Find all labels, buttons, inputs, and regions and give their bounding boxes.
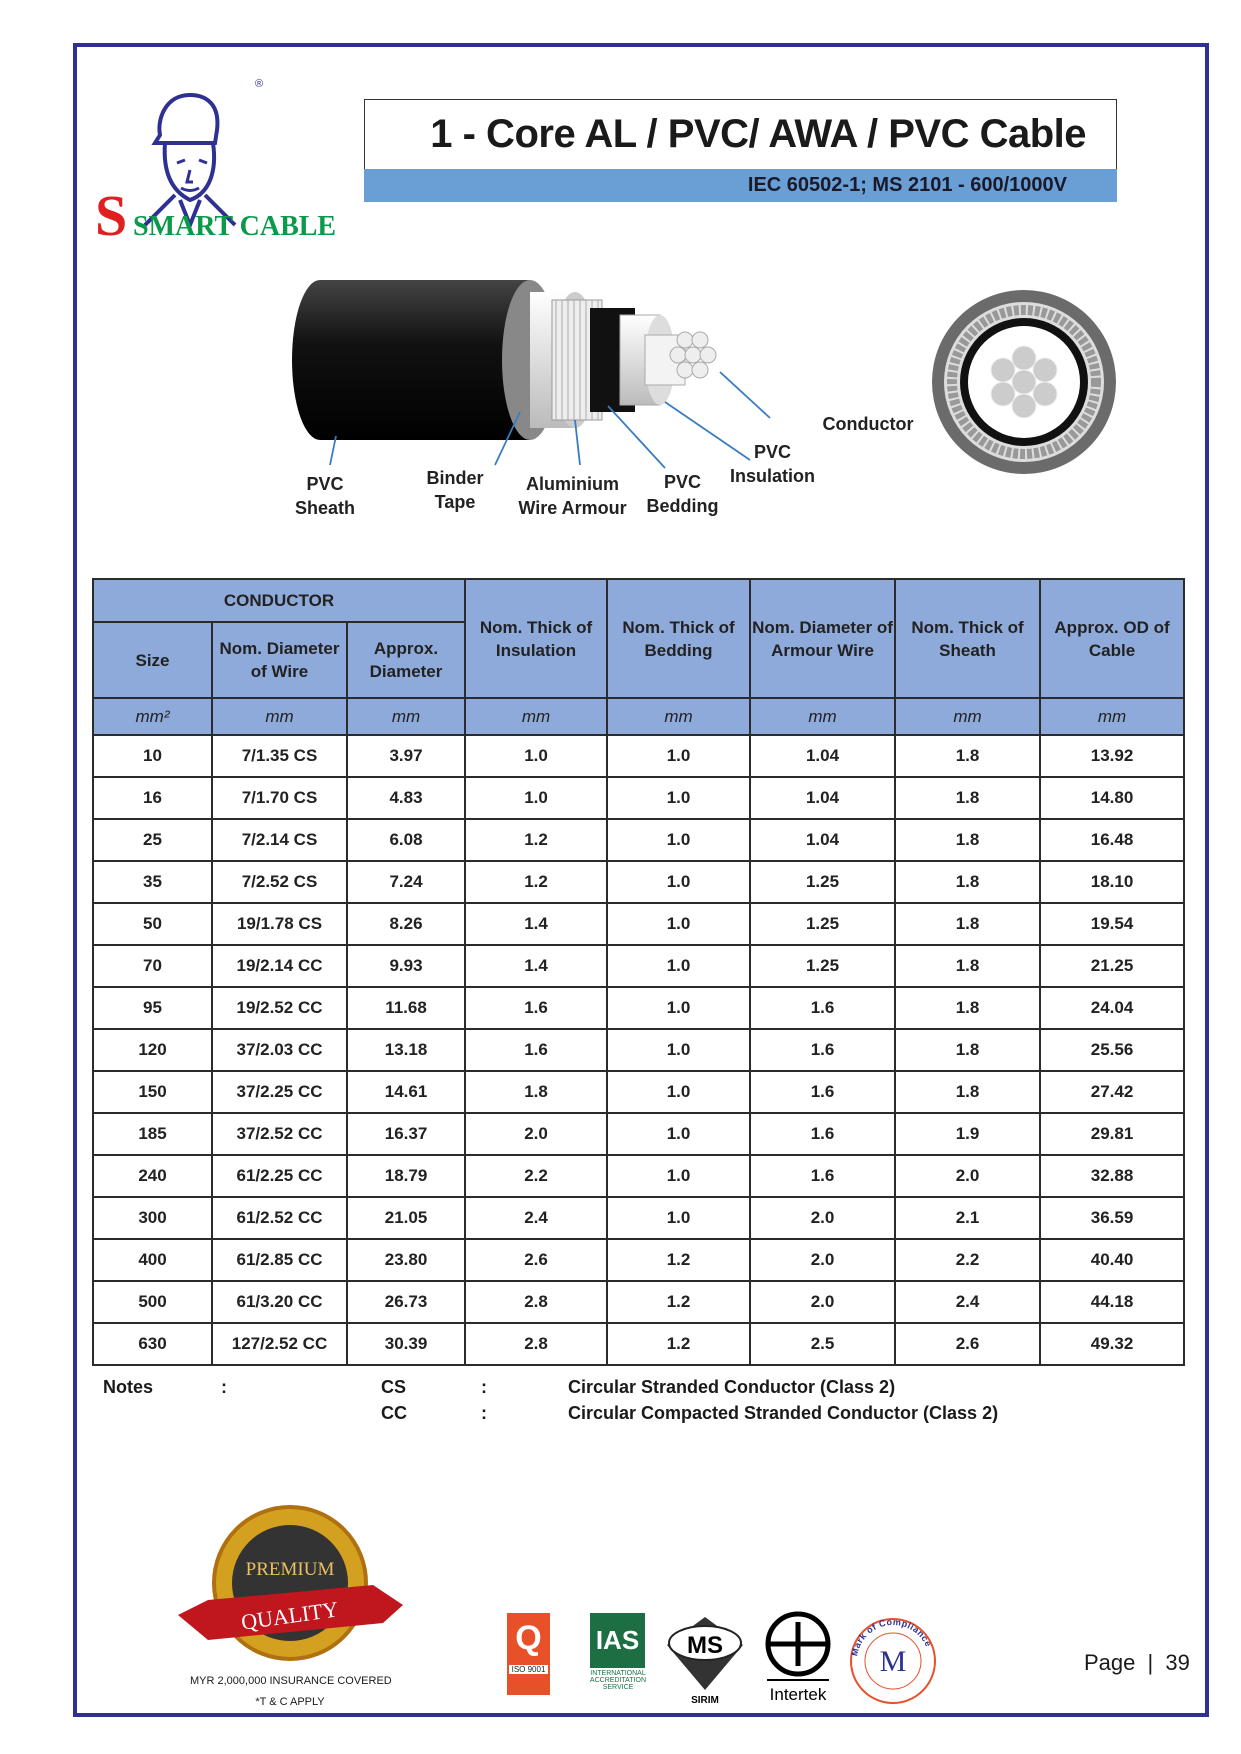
label-pvc-insulation: PVC Insulation [730,442,815,486]
table-row [93,1239,1184,1281]
table-cell: 1.6 [465,987,607,1029]
unit-cell: mm [750,698,895,735]
svg-text:Intertek: Intertek [769,1685,827,1704]
table-cell: 2.5 [750,1323,895,1365]
table-row [93,903,1184,945]
table-cell: 16.37 [347,1113,465,1155]
table-cell: 36.59 [1040,1197,1184,1239]
table-cell: 11.68 [347,987,465,1029]
table-cell: 2.4 [895,1281,1040,1323]
table-cell: 1.8 [895,987,1040,1029]
table-cell: 19/1.78 CS [212,903,347,945]
table-cell: 27.42 [1040,1071,1184,1113]
mark-of-compliance-logo [848,1616,938,1706]
header-col: Approx. Diameter [347,622,465,698]
table-cell: 16.48 [1040,819,1184,861]
table-cell: 14.80 [1040,777,1184,819]
table-cell: 1.25 [750,945,895,987]
table-cell: 23.80 [347,1239,465,1281]
table-cell: 37/2.03 CC [212,1029,347,1071]
table-cell: 61/3.20 CC [212,1281,347,1323]
iso-9001-logo: Q ISO 9001 [507,1613,550,1695]
table-cell: 30.39 [347,1323,465,1365]
table-cell: 25.56 [1040,1029,1184,1071]
table-cell: 150 [93,1071,212,1113]
table-cell: 29.81 [1040,1113,1184,1155]
table-cell: 1.8 [895,903,1040,945]
table-cell: 7/2.52 CS [212,861,347,903]
note-colon: : [481,1403,487,1423]
table-cell: 13.92 [1040,735,1184,777]
table-cell: 37/2.52 CC [212,1113,347,1155]
tc-text: *T & C APPLY [255,1696,325,1708]
table-row [93,819,1184,861]
note-code: CS [381,1377,407,1397]
svg-text:®: ® [255,78,264,90]
table-cell: 120 [93,1029,212,1071]
table-cell: 1.8 [465,1071,607,1113]
table-cell: 25 [93,819,212,861]
note-text: Circular Stranded Conductor (Class 2) [568,1377,896,1397]
table-cell: 1.0 [607,1029,750,1071]
unit-cell: mm [895,698,1040,735]
svg-text:M: M [879,1645,907,1678]
table-cell: 1.0 [607,861,750,903]
table-cell: 1.0 [607,1071,750,1113]
table-cell: 1.6 [465,1029,607,1071]
table-cell: 1.8 [895,1071,1040,1113]
table-cell: 2.6 [465,1239,607,1281]
table-cell: 1.8 [895,819,1040,861]
table-cell: 1.0 [607,735,750,777]
table-cell: 2.4 [465,1197,607,1239]
table-row [93,861,1184,903]
table-cell: 1.04 [750,819,895,861]
table-row [93,987,1184,1029]
header-col: Nom. Thick of Bedding [607,579,750,698]
table-row [93,735,1184,777]
unit-cell: mm [212,698,347,735]
table-cell: 1.6 [750,1113,895,1155]
table-cell: 1.4 [465,945,607,987]
table-cell: 2.6 [895,1323,1040,1365]
page-title: 1 - Core AL / PVC/ AWA / PVC Cable [364,99,1117,169]
table-cell: 1.2 [465,819,607,861]
unit-cell: mm [465,698,607,735]
table-cell: 1.0 [607,1197,750,1239]
table-cell: 2.0 [750,1197,895,1239]
note-colon: : [481,1377,487,1397]
table-cell: 4.83 [347,777,465,819]
table-cell: 1.8 [895,1029,1040,1071]
table-cell: 95 [93,987,212,1029]
label-pvc-sheath: PVC Sheath [294,474,355,518]
table-cell: 1.0 [465,735,607,777]
table-cell: 40.40 [1040,1239,1184,1281]
header-conductor: CONDUCTOR [93,579,465,622]
table-cell: 7/1.70 CS [212,777,347,819]
smart-cable-logo [95,75,337,250]
table-row [93,1071,1184,1113]
unit-cell: mm [347,698,465,735]
svg-text:SIRIM: SIRIM [691,1695,719,1706]
note-code: CC [381,1403,407,1423]
header-col: Approx. OD of Cable [1040,579,1184,698]
table-cell: 630 [93,1323,212,1365]
unit-cell: mm² [93,698,212,735]
table-row [93,1281,1184,1323]
table-cell: 1.6 [750,987,895,1029]
table-cell: 500 [93,1281,212,1323]
table-cell: 1.6 [750,1155,895,1197]
table-cell: 21.05 [347,1197,465,1239]
table-cell: 240 [93,1155,212,1197]
table-cell: 1.25 [750,861,895,903]
table-row [93,945,1184,987]
table-cell: 1.0 [465,777,607,819]
table-cell: 1.2 [607,1281,750,1323]
table-row [93,1029,1184,1071]
table-cell: 37/2.25 CC [212,1071,347,1113]
table-cell: 1.0 [607,1155,750,1197]
table-cell: 2.2 [895,1239,1040,1281]
label-binder-tape: Binder Tape [426,468,484,512]
table-cell: 1.8 [895,777,1040,819]
table-cell: 61/2.85 CC [212,1239,347,1281]
label-conductor: Conductor [822,414,914,434]
unit-cell: mm [1040,698,1184,735]
cable-spec-table [92,578,1185,1366]
note-text: Circular Compacted Stranded Conductor (Class 2) [568,1403,999,1423]
table-cell: 10 [93,735,212,777]
svg-text:MS: MS [687,1632,723,1659]
notes-label: Notes [103,1377,154,1397]
page-number: Page | 39 [1084,1650,1190,1675]
table-cell: 1.8 [895,861,1040,903]
mark-of-compliance-text: Mark of Compliance [849,1616,934,1657]
table-cell: 7.24 [347,861,465,903]
table-cell: 1.0 [607,903,750,945]
table-cell: 1.8 [895,735,1040,777]
table-cell: 400 [93,1239,212,1281]
table-cell: 1.04 [750,735,895,777]
table-cell: 16 [93,777,212,819]
table-cell: 1.6 [750,1071,895,1113]
table-cell: 2.0 [750,1239,895,1281]
header-col: Nom. Thick of Insulation [465,579,607,698]
table-cell: 7/1.35 CS [212,735,347,777]
table-cell: 35 [93,861,212,903]
table-cell: 2.8 [465,1281,607,1323]
intertek-logo [763,1612,833,1707]
svg-text:PREMIUM: PREMIUM [245,1559,335,1580]
table-cell: 3.97 [347,735,465,777]
table-cell: 1.4 [465,903,607,945]
table-cell: 1.9 [895,1113,1040,1155]
label-pvc-bedding: PVC Bedding [646,472,719,516]
table-cell: 2.8 [465,1323,607,1365]
table-cell: 2.0 [895,1155,1040,1197]
table-cell: 19/2.52 CC [212,987,347,1029]
table-cell: 1.25 [750,903,895,945]
table-cell: 2.2 [465,1155,607,1197]
standard-bar: IEC 60502-1; MS 2101 - 600/1000V [364,169,1117,202]
table-cell: 1.2 [465,861,607,903]
table-cell: 1.0 [607,987,750,1029]
table-cell: 7/2.14 CS [212,819,347,861]
header-col: Nom. Thick of Sheath [895,579,1040,698]
table-cell: 44.18 [1040,1281,1184,1323]
table-cell: 61/2.25 CC [212,1155,347,1197]
table-cell: 18.79 [347,1155,465,1197]
pvc-sheath-shape [292,280,530,440]
table-cell: 1.0 [607,819,750,861]
table-row [93,1323,1184,1365]
table-cell: 49.32 [1040,1323,1184,1365]
svg-text:SMART CABLE: SMART CABLE [133,211,337,242]
insurance-text: MYR 2,000,000 INSURANCE COVERED [190,1675,392,1687]
table-cell: 18.10 [1040,861,1184,903]
table-cell: 32.88 [1040,1155,1184,1197]
table-cell: 26.73 [347,1281,465,1323]
table-cell: 24.04 [1040,987,1184,1029]
table-cell: 50 [93,903,212,945]
table-cell: 21.25 [1040,945,1184,987]
table-cell: 8.26 [347,903,465,945]
table-cell: 1.8 [895,945,1040,987]
table-cell: 13.18 [347,1029,465,1071]
table-cell: 2.1 [895,1197,1040,1239]
ias-logo: IAS [590,1613,645,1668]
header-col: Nom. Diameter of Wire [212,622,347,698]
table-cell: 127/2.52 CC [212,1323,347,1365]
table-cell: 14.61 [347,1071,465,1113]
header-col: Size [93,622,212,698]
table-cell: 61/2.52 CC [212,1197,347,1239]
table-cell: 2.0 [750,1281,895,1323]
table-cell: 1.6 [750,1029,895,1071]
table-cell: 19/2.14 CC [212,945,347,987]
table-cell: 1.04 [750,777,895,819]
table-cell: 1.0 [607,777,750,819]
table-row [93,1197,1184,1239]
label-aluminium-wire-armour: Aluminium Wire Armour [518,474,627,518]
table-cell: 185 [93,1113,212,1155]
svg-text:S: S [95,183,128,248]
table-cell: 1.2 [607,1239,750,1281]
svg-text:QUALITY: QUALITY [239,1596,340,1635]
table-cell: 1.0 [607,945,750,987]
premium-quality-badge [168,1505,413,1665]
table-row [93,1113,1184,1155]
table-cell: 1.0 [607,1113,750,1155]
table-row [93,777,1184,819]
table-cell: 19.54 [1040,903,1184,945]
ms-sirim-logo [665,1615,745,1705]
cable-cross-section [930,288,1118,476]
table-row [93,1155,1184,1197]
table-cell: 1.2 [607,1323,750,1365]
table-cell: 300 [93,1197,212,1239]
unit-cell: mm [607,698,750,735]
table-cell: 70 [93,945,212,987]
ias-subtext: INTERNATIONAL ACCREDITATION SERVICE [589,1670,647,1691]
notes-colon: : [221,1377,227,1397]
table-cell: 2.0 [465,1113,607,1155]
table-cell: 6.08 [347,819,465,861]
header-col: Nom. Diameter of Armour Wire [750,579,895,698]
table-cell: 9.93 [347,945,465,987]
